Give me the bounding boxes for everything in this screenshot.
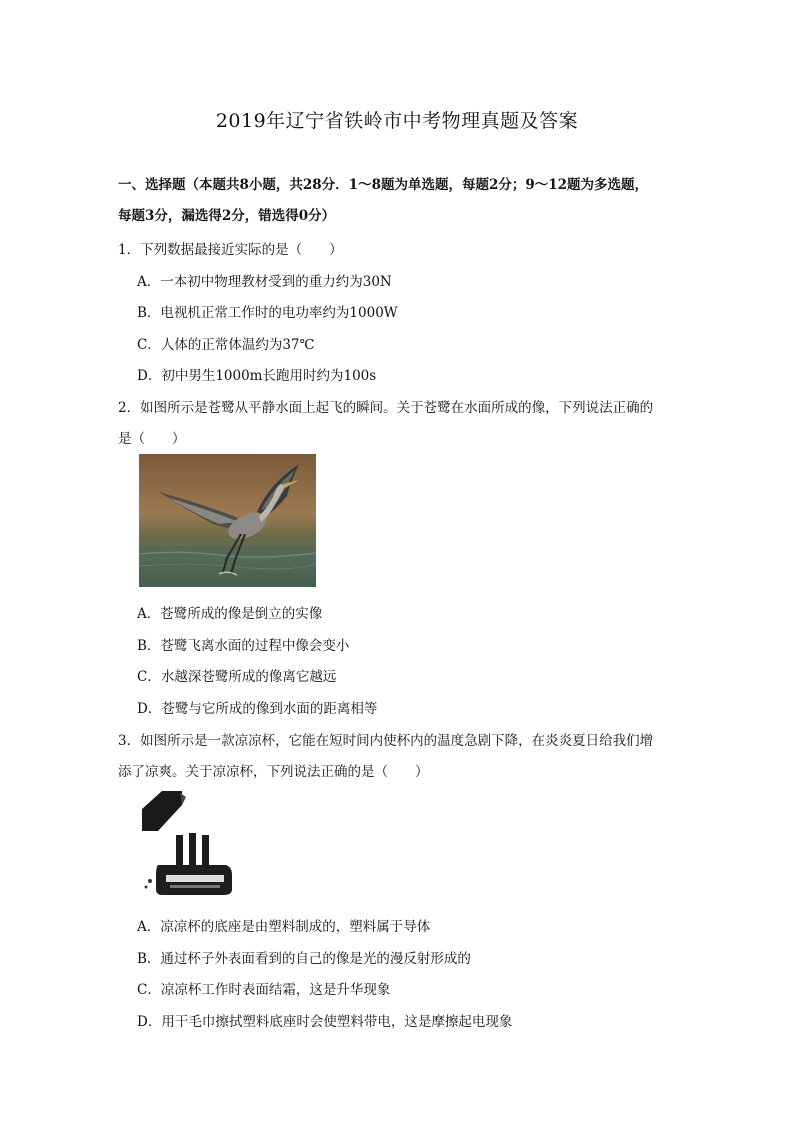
question-3-stem-line-1: 3．如图所示是一款凉凉杯，它能在短时间内使杯内的温度急剧下降，在炎炎夏日给我们增: [118, 733, 654, 749]
question-3-option-c: C．凉凉杯工作时表面结霜，这是升华现象: [137, 982, 391, 998]
question-3-option-d: D．用干毛巾擦拭塑料底座时会使塑料带电，这是摩擦起电现象: [137, 1014, 513, 1030]
question-3-stem-line-2: 添了凉爽。关于凉凉杯，下列说法正确的是（ ）: [118, 764, 429, 780]
question-2-option-d: D．苍鹭与它所成的像到水面的距离相等: [137, 701, 378, 717]
question-1-stem: 1．下列数据最接近实际的是（ ）: [118, 242, 343, 258]
heron-photo: [139, 454, 316, 587]
question-2-option-b: B．苍鹭飞离水面的过程中像会变小: [137, 638, 350, 654]
question-1-option-a: A．一本初中物理教材受到的重力约为30N: [137, 274, 392, 290]
question-3-option-b: B．通过杯子外表面看到的自己的像是光的漫反射形成的: [137, 951, 471, 967]
section-heading-line-2: 每题3分，漏选得2分，错选得0分）: [118, 208, 336, 224]
question-1-option-b: B．电视机正常工作时的电功率约为1000W: [137, 305, 398, 321]
cooling-cup-photo: [140, 791, 236, 899]
section-heading: [118, 170, 678, 232]
question-2-option-c: C．水越深苍鹭所成的像离它越远: [137, 669, 337, 685]
question-1-option-d: D．初中男生1000m长跑用时约为100s: [137, 368, 377, 384]
question-2-stem-line-1: 2．如图所示是苍鹭从平静水面上起飞的瞬间。关于苍鹭在水面所成的像，下列说法正确的: [118, 400, 654, 416]
question-3-option-a: A．凉凉杯的底座是由塑料制成的，塑料属于导体: [137, 919, 431, 935]
page-title: 2019年辽宁省铁岭市中考物理真题及答案: [215, 110, 579, 132]
question-2-stem-line-2: 是（ ）: [118, 431, 186, 447]
question-2-option-a: A．苍鹭所成的像是倒立的实像: [137, 606, 323, 622]
section-heading-line-1: 一、选择题（本题共8小题，共28分．1～8题为单选题，每题2分；9～12题为多选题，: [118, 177, 649, 193]
question-1-option-c: C．人体的正常体温约为37℃: [137, 337, 315, 353]
